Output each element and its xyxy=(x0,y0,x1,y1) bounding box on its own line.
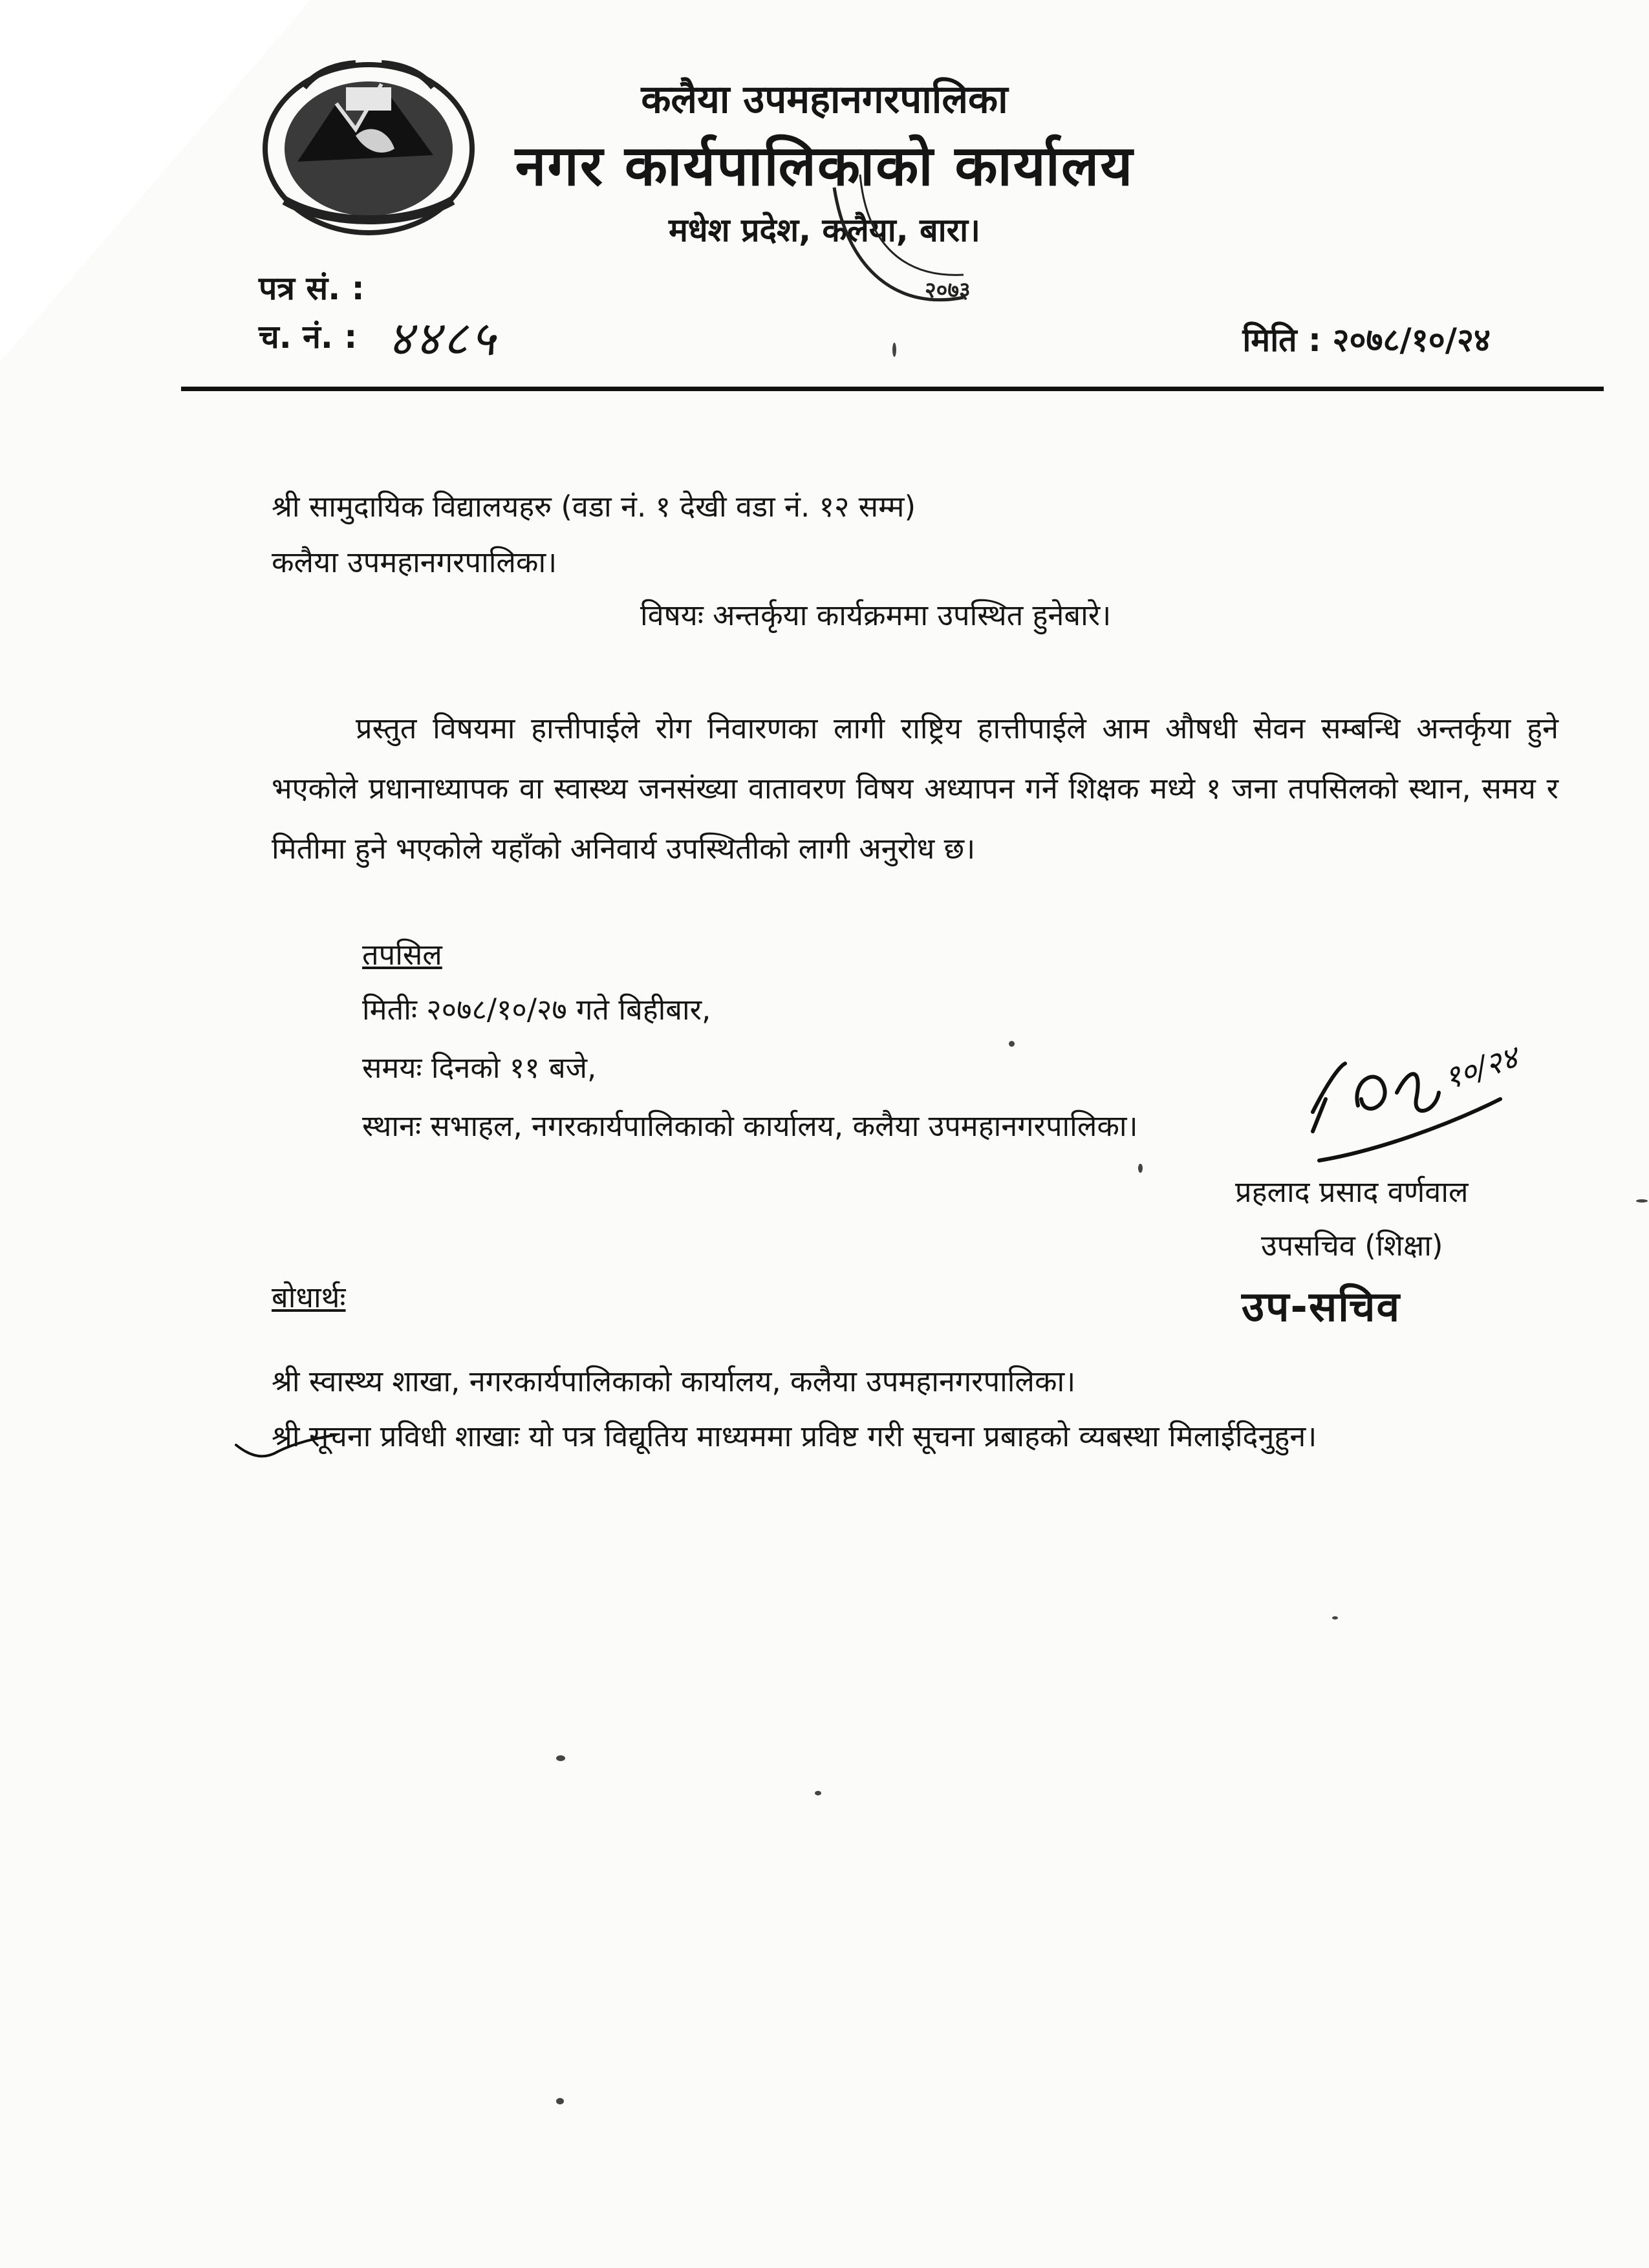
scan-speck xyxy=(815,1791,821,1795)
signatory-designation: उपसचिव (शिक्षा) xyxy=(1261,1228,1443,1263)
details-date: मितीः २०७८/१०/२७ गते बिहीबार, xyxy=(362,992,711,1027)
details-place: स्थानः सभाहल, नगरकार्यपालिकाको कार्यालय, कलैया उपमहानगरपालिका। xyxy=(362,1109,1138,1143)
recipient-line-1: श्री सामुदायिक विद्यालयहरु (वडा नं. १ देखी वडा नं. १२ सम्म) xyxy=(272,489,916,524)
handwritten-signature xyxy=(1300,1028,1546,1164)
scan-speck xyxy=(556,1755,565,1761)
scan-speck xyxy=(1138,1164,1143,1173)
municipality-name: कलैया उपमहानगरपालिका xyxy=(641,77,1008,122)
scan-speck xyxy=(1332,1616,1338,1620)
cc-heading: बोधार्थः xyxy=(272,1280,346,1314)
letter-body: प्रस्तुत विषयमा हात्तीपाईले रोग निवारणका लागी राष्ट्रिय हात्तीपाईले आम औषधी सेवन सम्बन्धि अन्तर्कृया हुने भएकोले प्रधानाध्यापक वा स्वास्थ्य जनसंख्या वातावरण विषय अध्यापन गर्ने शिक्षक मध्ये १ जना तपसिलको स्थान, समय र मितीमा हुने भएकोले यहाँको अनिवार्य उपस्थितीको लागी अनुरोध छ। xyxy=(272,711,1558,866)
details-heading: तपसिल xyxy=(362,937,442,972)
date-value: २०७८/१०/२४ xyxy=(1332,321,1491,359)
office-name: नगर कार्यपालिकाको कार्यालय xyxy=(515,134,1134,198)
cc-recipient-1: श्री स्वास्थ्य शाखा, नगरकार्यपालिकाको कार्यालय, कलैया उपमहानगरपालिका। xyxy=(272,1364,1076,1398)
stamp-year: २०७३ xyxy=(925,277,971,303)
scan-speck xyxy=(556,2098,564,2104)
details-time: समयः दिनको ११ बजे, xyxy=(362,1051,597,1085)
patra-number-label: पत्र सं. : xyxy=(259,270,365,307)
recipient-line-2: कलैया उपमहानगरपालिका। xyxy=(272,545,557,579)
chalan-number-label: च. नं. : xyxy=(259,318,358,356)
scan-speck xyxy=(1636,1199,1648,1203)
scan-speck xyxy=(1009,1041,1015,1047)
header-divider xyxy=(181,387,1604,391)
designation-stamp: उप-सचिव xyxy=(1242,1283,1401,1331)
office-address: मधेश प्रदेश, कलैया, बारा। xyxy=(669,211,980,249)
cc-recipient-2: श्री सूचना प्रविधी शाखाः यो पत्र विद्यूतिय माध्यममा प्रविष्ट गरी सूचना प्रबाहको व्यबस्था मिलाईदिनुहुन। xyxy=(272,1419,1317,1453)
chalan-number: ४४८५ xyxy=(388,311,498,367)
date-label: मिति : xyxy=(1242,321,1322,359)
signatory-name: प्रहलाद प्रसाद वर्णवाल xyxy=(1235,1175,1469,1209)
scan-speck xyxy=(892,343,896,357)
office-stamp xyxy=(821,168,1015,317)
letter-subject: विषयः अन्तर्कृया कार्यक्रममा उपस्थित हुनेबारे। xyxy=(640,598,1112,632)
signature-date: १०/२४ xyxy=(1439,1039,1523,1097)
letter-date xyxy=(1242,317,1491,361)
